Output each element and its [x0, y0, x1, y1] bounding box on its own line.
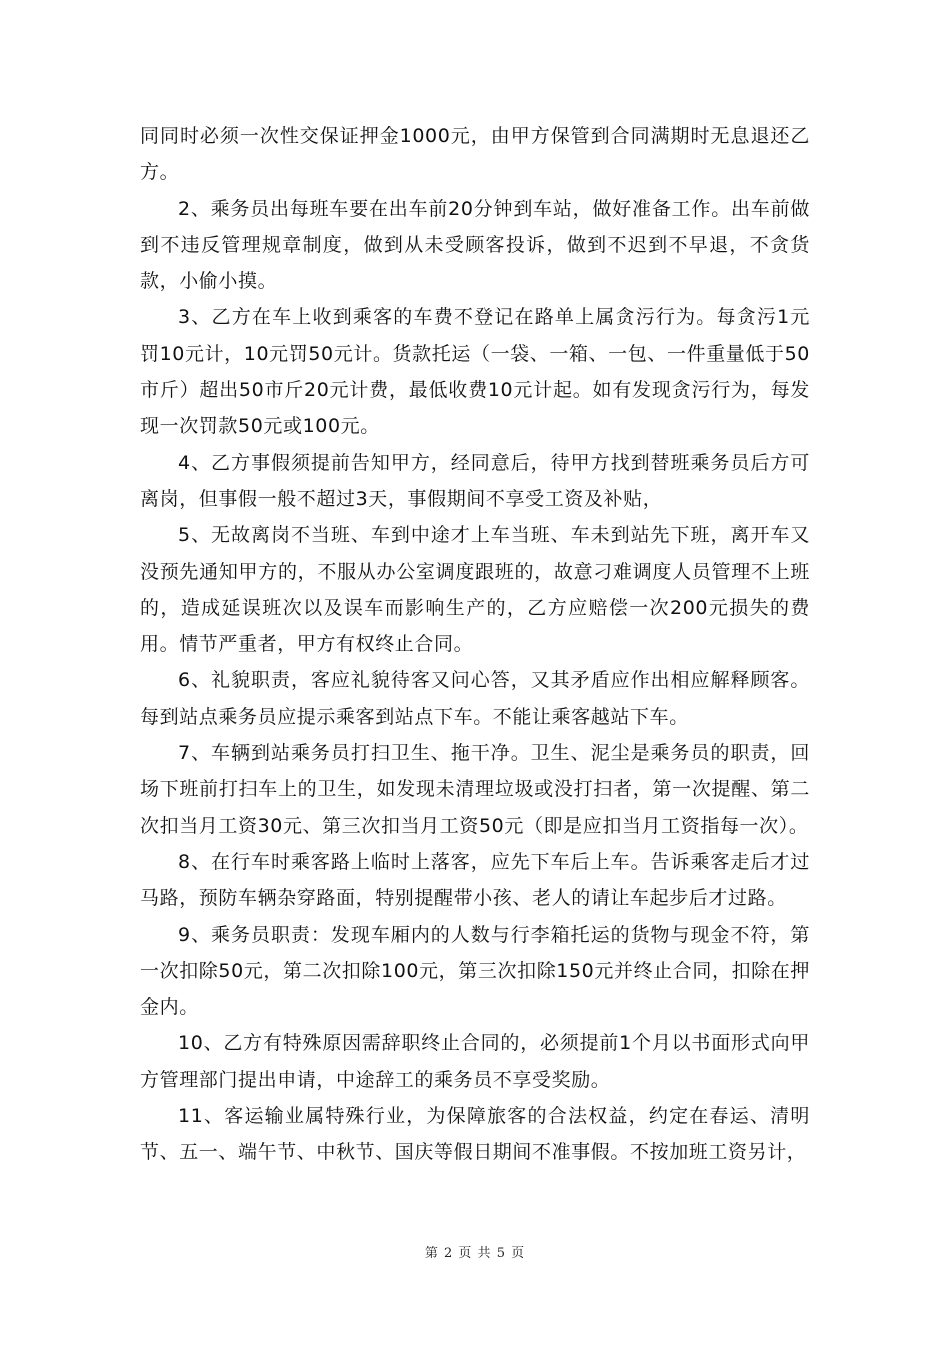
- document-body: [140, 118, 810, 1171]
- paragraph-clause-11: 11、客运输业属特殊行业，为保障旅客的合法权益，约定在春运、清明节、五一、端午节、中秋节、国庆等假日期间不准事假。不按加班工资另计，: [140, 1105, 810, 1164]
- paragraph-continuation: 同同时必须一次性交保证押金1000元，由甲方保管到合同满期时无息退还乙方。: [140, 125, 810, 184]
- paragraph-clause-7: 7、车辆到站乘务员打扫卫生、拖干净。卫生、泥尘是乘务员的职责，回场下班前打扫车上的卫生，如发现未清理垃圾或没打扫者，第一次提醒、第二次扣当月工资30元、第三次扣当月工资50元（即是应扣当月工资指每一次）。: [140, 742, 810, 837]
- paragraph-clause-4: 4、乙方事假须提前告知甲方，经同意后，待甲方找到替班乘务员后方可离岗，但事假一般不超过3天，事假期间不享受工资及补贴，: [140, 451, 810, 510]
- paragraph-clause-8: 8、在行车时乘客路上临时上落客，应先下车后上车。告诉乘客走后才过马路，预防车辆杂穿路面，特别提醒带小孩、老人的请让车起步后才过路。: [140, 850, 810, 910]
- paragraph-clause-5: 5、无故离岗不当班、车到中途才上车当班、车未到站先下班，离开车又没预先通知甲方的，不服从办公室调度跟班的，故意刁难调度人员管理不上班的，造成延误班次以及误车而影响生产的，乙方应赔偿一次200元损失的费用。情节严重者，甲方有权终止合同。: [140, 524, 810, 656]
- page-number-footer: 第 2 页 共 5 页: [424, 1246, 526, 1261]
- paragraph-clause-9: 9、乘务员职责：发现车厢内的人数与行李箱托运的货物与现金不符，第一次扣除50元，第二次扣除100元，第三次扣除150元并终止合同，扣除在押金内。: [140, 923, 810, 1019]
- paragraph-clause-6: 6、礼貌职责，客应礼貌待客又问心答，又其矛盾应作出相应解释顾客。每到站点乘务员应提示乘客到站点下车。不能让乘客越站下车。: [140, 669, 810, 728]
- paragraph-clause-10: 10、乙方有特殊原因需辞职终止合同的，必须提前1个月以书面形式向甲方管理部门提出申请，中途辞工的乘务员不享受奖励。: [140, 1032, 810, 1091]
- paragraph-clause-3: 3、乙方在车上收到乘客的车费不登记在路单上属贪污行为。每贪污1元罚10元计，10元罚50元计。货款托运（一袋、一箱、一包、一件重量低于50市斤）超出50市斤20元计费，最低收费10元计起。如有发现贪污行为，每发现一次罚款50元或100元。: [140, 306, 810, 438]
- paragraph-clause-2: 2、乘务员出每班车要在出车前20分钟到车站，做好准备工作。出车前做到不违反管理规章制度，做到从未受顾客投诉，做到不迟到不早退，不贪货款，小偷小摸。: [140, 197, 810, 293]
